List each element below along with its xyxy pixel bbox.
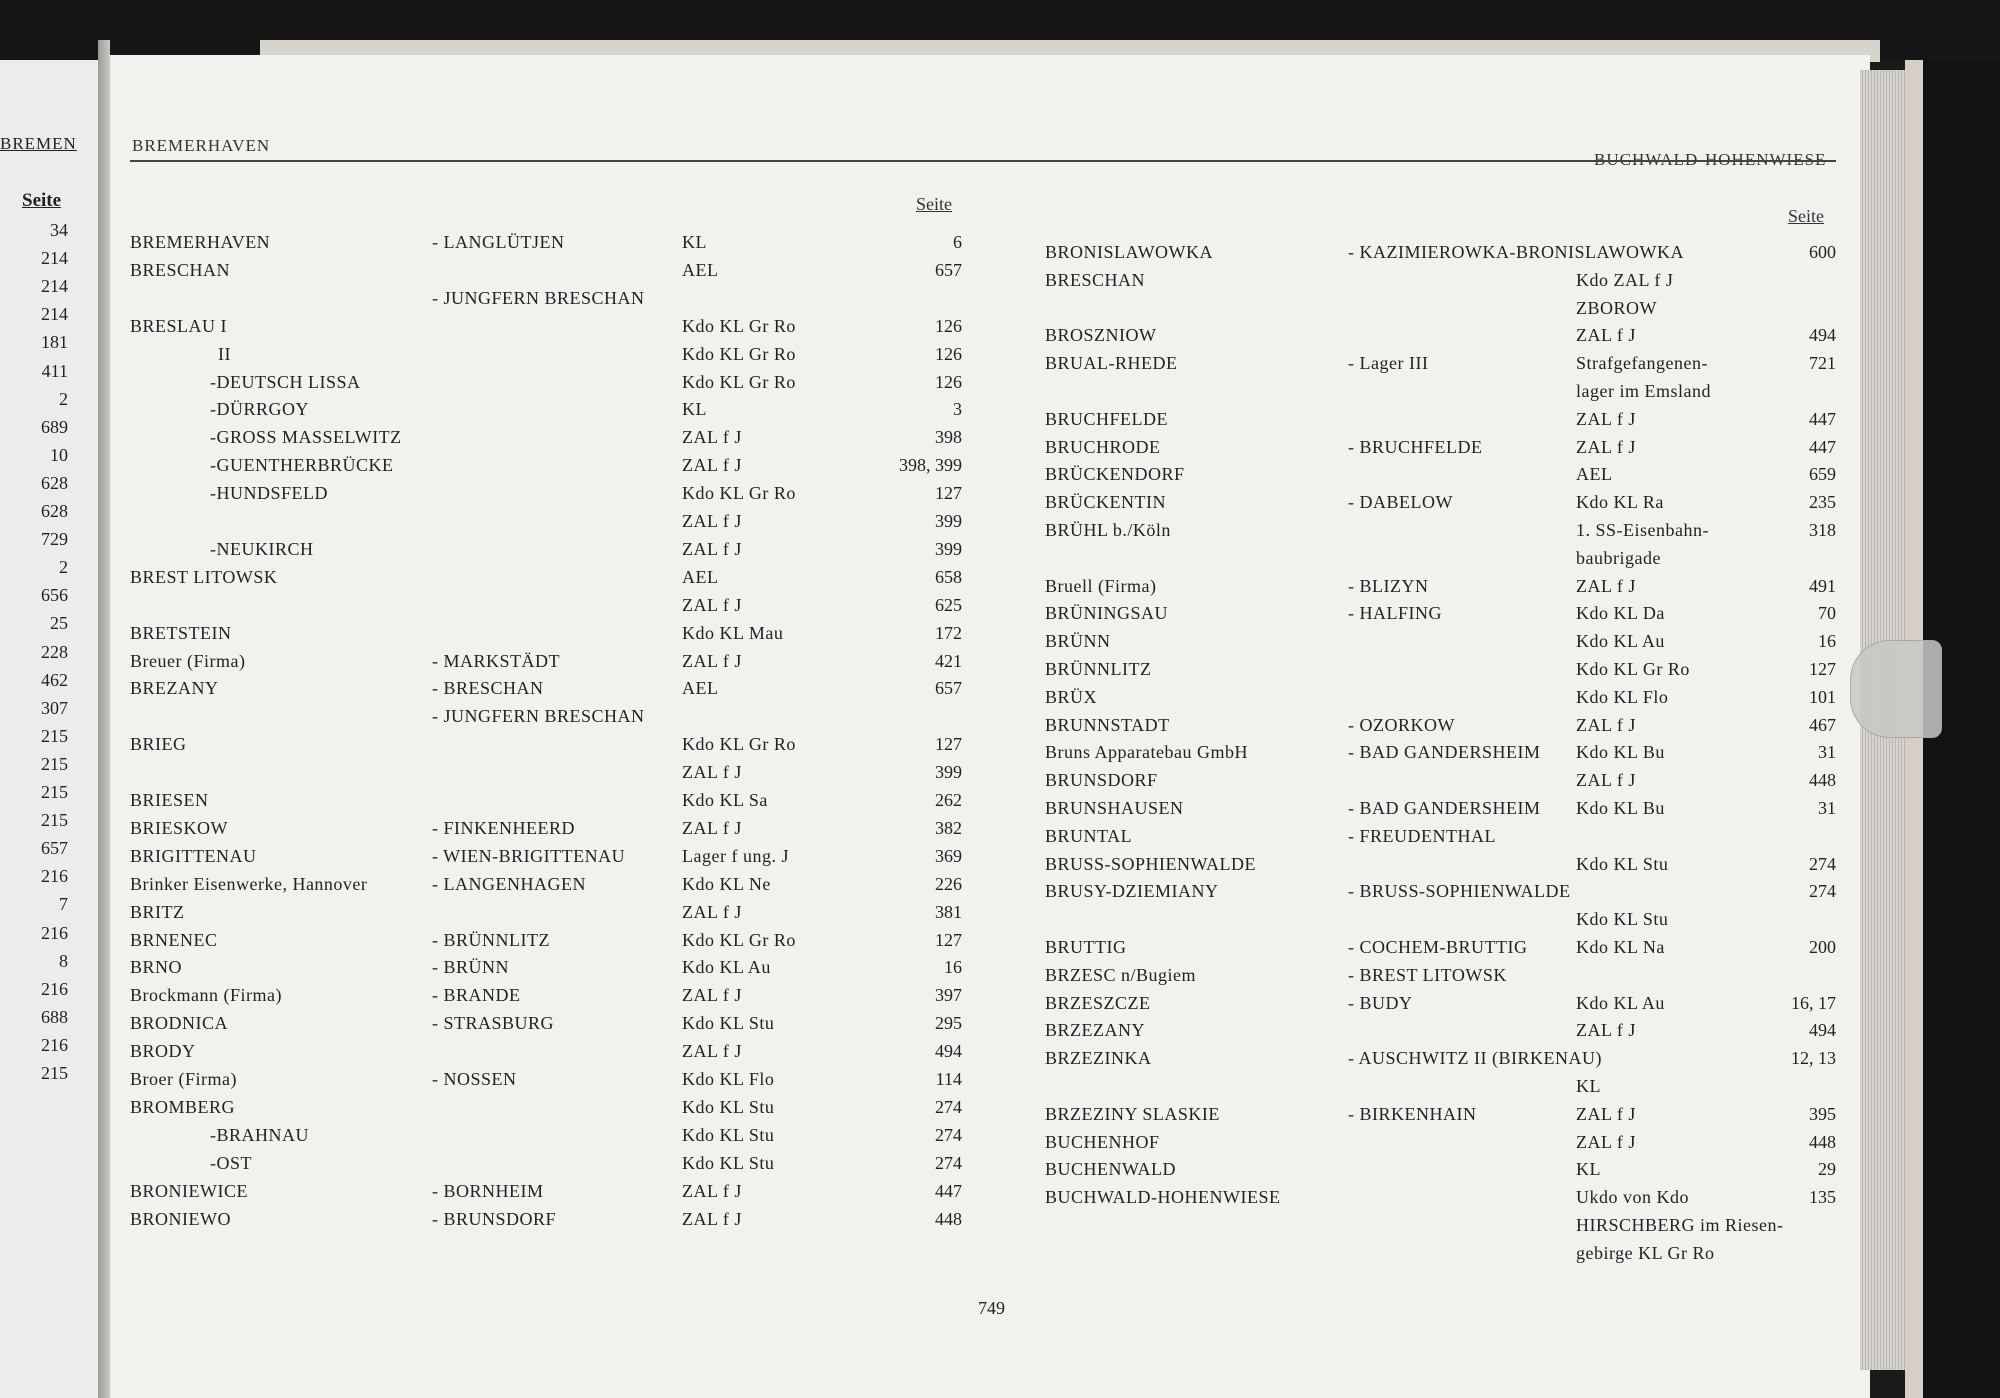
left-place-name: BRESLAU I [130,315,228,336]
left-page-ref: 172 [935,622,962,643]
right-cross-reference: - BLIZYN [1348,575,1429,596]
right-page-ref: 31 [1818,742,1836,763]
left-camp-type: Lager f ung. J [682,845,789,866]
right-page-ref: 448 [1809,1131,1836,1152]
facing-page-number: 216 [41,866,68,887]
left-cross-reference: - BRANDE [432,985,521,1006]
right-place-name: BROSZNIOW [1045,325,1157,346]
left-place-name: -HUNDSFELD [210,483,329,504]
right-place-name: BUCHENHOF [1045,1131,1160,1152]
right-camp-type: baubrigade [1576,547,1661,568]
left-cross-reference: - NOSSEN [432,1069,517,1089]
left-place-name: -NEUKIRCH [210,538,314,559]
left-cross-reference: - LANGENHAGEN [432,873,586,894]
right-page-ref: 135 [1809,1187,1836,1208]
right-cross-reference: - BREST LITOWSK [1348,964,1507,985]
left-cross-reference: - FINKENHEERD [432,817,575,838]
right-place-name: BRUSS-SOPHIENWALDE [1045,853,1257,874]
left-cross-reference: - BRUNSDORF [432,1208,557,1229]
facing-page-number: 8 [59,950,68,971]
left-place-name: BRONIEWICE [130,1180,248,1201]
left-camp-type: ZAL f J [682,901,742,922]
right-camp-type: ZAL f J [1576,408,1636,429]
left-place-name: BRNO [130,957,183,978]
facing-page-number: 214 [41,276,68,297]
left-camp-type: Kdo KL Stu [682,1096,775,1117]
right-place-name: BRÜNN [1045,631,1111,652]
left-camp-type: ZAL f J [682,455,742,476]
right-place-name: BRUNSHAUSEN [1045,798,1184,818]
left-page-ref: 398, 399 [899,455,962,476]
left-cross-reference: - MARKSTÄDT [432,650,561,671]
left-cross-reference: - BRESCHAN [432,678,544,699]
left-place-name: BRONIEWO [130,1208,231,1229]
left-camp-type: Kdo KL Gr Ro [682,315,796,336]
right-page-ref: 200 [1809,937,1836,957]
left-place-name: BREST LITOWSK [130,566,278,587]
right-page-ref: 467 [1809,714,1836,735]
right-cross-reference: - COCHEM-BRUTTIG [1348,937,1528,957]
right-place-name: Bruns Apparatebau GmbH [1045,742,1248,763]
right-page-ref: 600 [1809,242,1836,262]
running-head-left: BREMERHAVEN [132,136,271,155]
facing-page-number: 215 [41,1063,68,1083]
right-place-name: BUCHENWALD [1045,1159,1176,1180]
right-page-ref: 721 [1809,353,1836,374]
right-cross-reference: - BRUSS-SOPHIENWALDE [1348,881,1571,902]
right-place-name: BRUSY-DZIEMIANY [1045,881,1219,902]
right-place-name: BRUNSDORF [1045,770,1158,791]
right-place-name: BRÜCKENDORF [1045,464,1185,485]
left-page-ref: 295 [935,1013,962,1034]
left-page-ref: 421 [935,650,962,671]
right-place-name: BRÜHL b./Köln [1045,520,1171,540]
right-place-name: BRUNTAL [1045,825,1133,846]
left-camp-type: Kdo KL Au [682,957,771,978]
right-place-name: Bruell (Firma) [1045,575,1157,596]
book-gutter [98,40,110,1398]
right-page-ref: 318 [1809,520,1836,540]
left-place-name: -DÜRRGOY [210,399,310,420]
left-camp-type: ZAL f J [682,427,742,448]
right-camp-type: ZAL f J [1576,325,1636,346]
left-place-name: BRIEG [130,734,187,755]
left-page-ref: 399 [935,762,962,783]
left-cross-reference: - WIEN-BRIGITTENAU [432,845,626,866]
left-page-ref: 6 [953,232,962,252]
facing-page-number: 307 [41,697,68,718]
right-camp-type: Kdo KL Gr Ro [1576,659,1690,679]
left-camp-type: ZAL f J [682,1041,742,1062]
right-camp-type: ZAL f J [1576,1103,1636,1124]
left-camp-type: AEL [682,259,719,280]
left-cross-reference: - JUNGFERN BRESCHAN [432,287,645,308]
right-page-ref: 12, 13 [1791,1048,1836,1069]
right-camp-type: ZAL f J [1576,575,1636,596]
left-camp-type: KL [682,399,707,420]
left-place-name: BRODNICA [130,1013,229,1034]
left-camp-type: ZAL f J [682,1180,742,1201]
facing-page-number: 411 [41,360,68,381]
right-camp-type: Kdo KL Au [1576,631,1665,652]
left-page-ref: 127 [935,734,962,755]
seite-label-left: Seite [916,194,952,214]
left-place-name: -GUENTHERBRÜCKE [210,455,394,476]
facing-page-number: 216 [41,1034,68,1055]
facing-page-number: 228 [41,641,68,662]
right-place-name: BRZEZINKA [1045,1048,1152,1069]
left-page-ref: 625 [935,594,962,615]
right-cross-reference: - HALFING [1348,603,1442,624]
left-place-name: BRNENEC [130,929,218,950]
left-place-name: Brinker Eisenwerke, Hannover [130,873,368,894]
left-page-ref: 126 [935,371,962,392]
right-cross-reference: - AUSCHWITZ II (BIRKENAU) [1348,1048,1602,1069]
right-page-ref: 494 [1809,325,1836,346]
left-place-name: -GROSS MASSELWITZ [210,427,402,448]
left-place-name: -DEUTSCH LISSA [210,371,361,392]
facing-page-header: BREMEN [0,134,77,153]
left-page-ref: 382 [935,817,962,838]
left-place-name: BROMBERG [130,1096,236,1117]
left-page-ref: 397 [935,985,962,1006]
left-page-ref: 274 [935,1124,962,1145]
left-camp-type: Kdo KL Mau [682,622,784,643]
facing-page-number: 34 [50,220,68,240]
right-place-name: BRZESC n/Bugiem [1045,964,1197,985]
right-page-ref: 659 [1809,464,1836,485]
left-place-name: BRIGITTENAU [130,845,257,866]
left-place-name: BREZANY [130,678,219,699]
right-cross-reference: - BAD GANDERSHEIM [1348,742,1541,763]
right-camp-type: Kdo KL Au [1576,992,1665,1013]
left-camp-type: Kdo KL Gr Ro [682,343,796,364]
left-camp-type: Kdo KL Flo [682,1069,775,1089]
right-place-name: BRONISLAWOWKA [1045,242,1214,262]
header-rule [130,160,1836,162]
left-camp-type: ZAL f J [682,511,742,531]
left-page-ref: 127 [935,483,962,504]
left-camp-type: ZAL f J [682,985,742,1006]
left-page-ref: 126 [935,343,962,364]
facing-page-number: 2 [59,388,68,409]
right-camp-type: Kdo KL Bu [1576,742,1665,763]
right-camp-type: ZAL f J [1576,1020,1636,1041]
left-camp-type: AEL [682,678,719,699]
left-page-ref: 274 [935,1096,962,1117]
right-page-ref: 447 [1809,408,1836,429]
right-place-name: BRÜNINGSAU [1045,603,1169,624]
facing-page-seite-label: Seite [22,190,62,211]
left-camp-type: Kdo KL Stu [682,1152,775,1173]
left-camp-type: Kdo KL Gr Ro [682,483,796,504]
facing-page-number: 181 [41,332,68,353]
left-page-ref: 274 [935,1152,962,1173]
left-camp-type: Kdo KL Gr Ro [682,371,796,392]
right-camp-type: lager im Emsland [1576,381,1711,401]
left-place-name: Brockmann (Firma) [130,985,282,1006]
left-cross-reference: - BRÜNN [432,957,510,978]
left-place-name: -BRAHNAU [210,1124,310,1145]
right-camp-type: Kdo KL Na [1576,937,1665,957]
left-page-ref: 127 [935,929,962,950]
right-cross-reference: - DABELOW [1348,492,1453,513]
facing-page-number: 215 [41,725,68,746]
right-place-name: BRUTTIG [1045,937,1127,957]
right-place-name: BRUNNSTADT [1045,714,1170,735]
facing-page-number: 25 [50,613,68,634]
facing-page-number: 656 [41,585,68,606]
right-camp-type: ZAL f J [1576,770,1636,791]
page-clip-tab [1850,640,1942,738]
left-page-ref: 381 [935,901,962,922]
right-place-name: BRESCHAN [1045,269,1146,290]
right-camp-type: Kdo ZAL f J [1576,269,1674,290]
right-place-name: BUCHWALD-HOHENWIESE [1045,1187,1281,1208]
facing-page-number: 688 [41,1006,68,1027]
left-page-ref: 399 [935,511,962,531]
left-camp-type: ZAL f J [682,538,742,559]
facing-page-number: 215 [41,810,68,831]
right-place-name: BRZEZANY [1045,1020,1145,1041]
left-page-ref: 16 [944,957,962,978]
facing-page-number: 215 [41,753,68,774]
right-place-name: BRÜX [1045,686,1098,707]
left-cross-reference: - LANGLÜTJEN [432,232,565,252]
right-page-ref: 395 [1809,1103,1836,1124]
left-place-name: BRITZ [130,901,185,922]
left-camp-type: ZAL f J [682,650,742,671]
left-page-ref: 126 [935,315,962,336]
right-page-ref: 447 [1809,436,1836,457]
facing-page [0,60,98,1398]
right-camp-type: gebirge KL Gr Ro [1576,1242,1715,1263]
right-page-ref: 16 [1818,631,1836,652]
left-place-name: BRIESEN [130,790,209,810]
right-place-name: BRZEZINY SLASKIE [1045,1103,1220,1124]
right-camp-type: Kdo KL Da [1576,603,1665,624]
left-page-ref: 657 [935,259,962,280]
facing-page-number: 214 [41,304,68,325]
right-cross-reference: - KAZIMIEROWKA-BRONISLAWOWKA [1348,242,1685,262]
right-cross-reference: - OZORKOW [1348,714,1455,735]
right-cross-reference: - FREUDENTHAL [1348,825,1496,846]
right-camp-type: KL [1576,1159,1601,1180]
left-page-ref: 447 [935,1180,962,1201]
left-cross-reference: - STRASBURG [432,1013,555,1034]
facing-page-number: 214 [41,248,68,269]
right-camp-type: ZBOROW [1576,297,1657,318]
right-camp-type: Ukdo von Kdo [1576,1187,1689,1208]
right-camp-type: Kdo KL Stu [1576,909,1669,930]
left-camp-type: Kdo KL Stu [682,1124,775,1145]
right-camp-type: AEL [1576,464,1613,485]
left-camp-type: Kdo KL Ne [682,873,771,894]
right-page-ref: 274 [1809,853,1836,874]
right-page-ref: 16, 17 [1791,992,1836,1013]
facing-page-number: 216 [41,978,68,999]
right-camp-type: Kdo KL Stu [1576,853,1669,874]
right-page-ref: 29 [1818,1159,1836,1180]
left-place-name: II [218,343,231,364]
left-page-ref: 369 [935,845,962,866]
facing-page-number: 10 [50,444,68,465]
left-camp-type: Kdo KL Gr Ro [682,734,796,755]
facing-page-number: 729 [41,529,68,550]
left-camp-type: KL [682,232,707,252]
left-page-ref: 657 [935,678,962,699]
right-camp-type: ZAL f J [1576,714,1636,735]
right-cross-reference: - Lager III [1348,353,1429,374]
right-page-ref: 127 [1809,659,1836,679]
facing-page-number: 628 [41,472,68,493]
right-place-name: BRZESZCZE [1045,992,1151,1013]
left-camp-type: ZAL f J [682,817,742,838]
facing-page-number: 689 [41,416,68,437]
left-camp-type: ZAL f J [682,762,742,783]
left-page-ref: 399 [935,538,962,559]
right-camp-type: ZAL f J [1576,436,1636,457]
facing-page-number: 215 [41,782,68,802]
right-camp-type: KL [1576,1076,1601,1096]
left-cross-reference: - BORNHEIM [432,1180,544,1201]
facing-page-number: 216 [41,922,68,943]
left-camp-type: Kdo KL Stu [682,1013,775,1034]
right-camp-type: Kdo KL Bu [1576,798,1665,818]
left-page-ref: 114 [935,1069,962,1089]
left-camp-type: AEL [682,566,719,587]
facing-page-number: 2 [59,557,68,578]
left-camp-type: Kdo KL Sa [682,790,768,810]
facing-page-number: 7 [59,894,68,915]
left-page-ref: 3 [953,399,962,420]
left-page-ref: 226 [935,873,962,894]
left-place-name: Broer (Firma) [130,1069,237,1089]
right-page-ref: 70 [1818,603,1836,624]
right-place-name: BRUAL-RHEDE [1045,353,1178,374]
page-number: 749 [978,1298,1005,1318]
left-place-name: BRETSTEIN [130,622,232,643]
left-cross-reference: - JUNGFERN BRESCHAN [432,706,645,727]
right-page-ref: 274 [1809,881,1836,902]
right-place-name: BRÜCKENTIN [1045,492,1166,513]
right-camp-type: Strafgefangenen- [1576,353,1708,374]
right-cross-reference: - BUDY [1348,992,1413,1013]
right-camp-type: Kdo KL Ra [1576,492,1664,513]
seite-label-right: Seite [1788,206,1824,226]
right-camp-type: Kdo KL Flo [1576,686,1669,707]
left-page-ref: 262 [935,790,962,810]
right-cross-reference: - BAD GANDERSHEIM [1348,798,1541,818]
right-place-name: BRÜNNLITZ [1045,659,1152,679]
left-page-ref: 448 [935,1208,962,1229]
left-place-name: -OST [210,1152,252,1173]
right-cross-reference: - BIRKENHAIN [1348,1103,1477,1124]
facing-page-number: 628 [41,501,68,521]
facing-page-number: 657 [41,838,68,859]
right-camp-type: HIRSCHBERG im Riesen- [1576,1215,1784,1235]
right-page-ref: 491 [1809,575,1836,596]
book-top-edge [0,0,2000,62]
facing-page-number: 462 [41,669,68,690]
left-place-name: BRIESKOW [130,817,228,838]
left-camp-type: ZAL f J [682,1208,742,1229]
right-page-ref: 448 [1809,770,1836,791]
right-page-ref: 494 [1809,1020,1836,1041]
left-page-ref: 658 [935,566,962,587]
right-page-ref: 31 [1818,798,1836,818]
left-page-ref: 398 [935,427,962,448]
right-camp-type: 1. SS-Eisenbahn- [1576,520,1709,540]
left-place-name: BREMERHAVEN [130,232,271,252]
right-camp-type: ZAL f J [1576,1131,1636,1152]
right-place-name: BRUCHFELDE [1045,408,1169,429]
left-cross-reference: - BRÜNNLITZ [432,929,550,950]
left-camp-type: Kdo KL Gr Ro [682,929,796,950]
left-camp-type: ZAL f J [682,594,742,615]
left-page-ref: 494 [935,1041,962,1062]
left-place-name: Breuer (Firma) [130,650,246,671]
right-place-name: BRUCHRODE [1045,436,1161,457]
left-place-name: BRESCHAN [130,259,231,280]
left-place-name: BRODY [130,1041,196,1062]
right-cross-reference: - BRUCHFELDE [1348,436,1483,457]
right-page-ref: 101 [1809,686,1836,707]
right-page-ref: 235 [1809,492,1836,513]
